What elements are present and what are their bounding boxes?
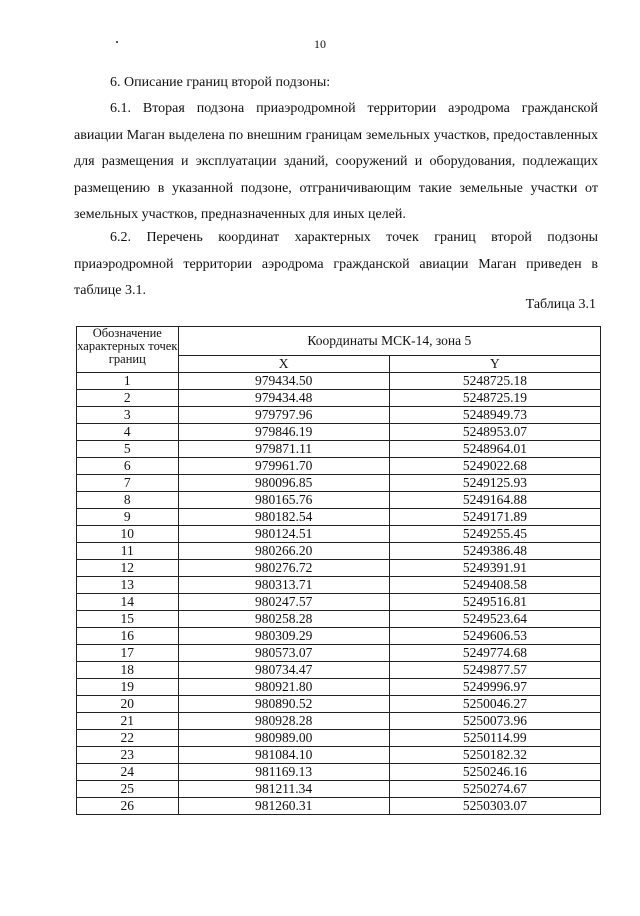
x-coordinate: 980921.80: [178, 679, 389, 696]
table-row: [77, 798, 601, 815]
y-coordinate: 5249171.89: [389, 509, 600, 526]
table-row: [77, 407, 601, 424]
table-row: [77, 594, 601, 611]
x-coordinate: 980734.47: [178, 662, 389, 679]
paragraph-6-1: 6.1. Вторая подзона приаэродромной территории аэродрома гражданской авиации Маган выделена по внешним границам земельных участков, предоставленных для размещения и эксплуатации зданий, сооружений и оборудования, подлежащих размещению в указанной подзоне, отграничивающим такие земельные участки от земельных участков, предназначенных для иных целей.: [74, 101, 598, 222]
point-number: 24: [77, 764, 179, 781]
x-coordinate: 981211.34: [178, 781, 389, 798]
table-row: [77, 560, 601, 577]
x-coordinate: 979871.11: [178, 441, 389, 458]
x-coordinate: 980313.71: [178, 577, 389, 594]
point-number: 18: [77, 662, 179, 679]
point-number: 6: [77, 458, 179, 475]
y-coordinate: 5250246.16: [389, 764, 600, 781]
x-coordinate: 980573.07: [178, 645, 389, 662]
y-coordinate: 5249386.48: [389, 543, 600, 560]
y-coordinate: 5248949.73: [389, 407, 600, 424]
table-row: [77, 781, 601, 798]
point-number: 20: [77, 696, 179, 713]
y-coordinate: 5250182.32: [389, 747, 600, 764]
header-x: X: [178, 356, 389, 373]
x-coordinate: 980247.57: [178, 594, 389, 611]
y-coordinate: 5250114.99: [389, 730, 600, 747]
point-number: 7: [77, 475, 179, 492]
table-row: [77, 475, 601, 492]
page-number: 10: [314, 37, 326, 51]
point-number: 10: [77, 526, 179, 543]
point-number: 4: [77, 424, 179, 441]
point-number: 25: [77, 781, 179, 798]
table-row: [77, 441, 601, 458]
y-coordinate: 5249125.93: [389, 475, 600, 492]
point-number: 1: [77, 373, 179, 390]
point-number: 23: [77, 747, 179, 764]
y-coordinate: 5249255.45: [389, 526, 600, 543]
table-row: [77, 713, 601, 730]
point-number: 22: [77, 730, 179, 747]
paragraph-6-2: 6.2. Перечень координат характерных точек границ второй подзоны приаэродромной территории аэродрома гражданской авиации Маган приведен в таблице 3.1.: [74, 230, 598, 298]
x-coordinate: 980890.52: [178, 696, 389, 713]
point-number: 9: [77, 509, 179, 526]
table-row: [77, 373, 601, 390]
table-row: [77, 747, 601, 764]
point-number: 8: [77, 492, 179, 509]
y-coordinate: 5249022.68: [389, 458, 600, 475]
table-row: [77, 458, 601, 475]
x-coordinate: 981260.31: [178, 798, 389, 815]
table-row: [77, 764, 601, 781]
point-number: 12: [77, 560, 179, 577]
y-coordinate: 5249164.88: [389, 492, 600, 509]
table-row: [77, 577, 601, 594]
x-coordinate: 980258.28: [178, 611, 389, 628]
point-number: 2: [77, 390, 179, 407]
table-row: [77, 492, 601, 509]
table-row: [77, 679, 601, 696]
header-points: Обозначение характерных точек границ: [77, 327, 179, 373]
point-number: 16: [77, 628, 179, 645]
table-row: [77, 628, 601, 645]
point-number: 3: [77, 407, 179, 424]
y-coordinate: 5249606.53: [389, 628, 600, 645]
header-coordinates: Координаты МСК-14, зона 5: [178, 327, 600, 356]
point-number: 21: [77, 713, 179, 730]
table-row: [77, 730, 601, 747]
x-coordinate: 980309.29: [178, 628, 389, 645]
point-number: 14: [77, 594, 179, 611]
x-coordinate: 980096.85: [178, 475, 389, 492]
section-heading: 6. Описание границ второй подзоны:: [110, 75, 331, 90]
x-coordinate: 980165.76: [178, 492, 389, 509]
x-coordinate: 980928.28: [178, 713, 389, 730]
y-coordinate: 5250303.07: [389, 798, 600, 815]
x-coordinate: 979434.50: [178, 373, 389, 390]
table-row: [77, 543, 601, 560]
y-coordinate: 5250073.96: [389, 713, 600, 730]
y-coordinate: 5250274.67: [389, 781, 600, 798]
y-coordinate: 5248725.18: [389, 373, 600, 390]
point-number: 13: [77, 577, 179, 594]
point-number: 17: [77, 645, 179, 662]
point-number: 15: [77, 611, 179, 628]
y-coordinate: 5249391.91: [389, 560, 600, 577]
y-coordinate: 5249774.68: [389, 645, 600, 662]
table-row: [77, 509, 601, 526]
x-coordinate: 979846.19: [178, 424, 389, 441]
y-coordinate: 5248725.19: [389, 390, 600, 407]
y-coordinate: 5249408.58: [389, 577, 600, 594]
point-number: 11: [77, 543, 179, 560]
table-row: [77, 645, 601, 662]
coordinates-table: [76, 326, 601, 815]
x-coordinate: 981169.13: [178, 764, 389, 781]
x-coordinate: 980124.51: [178, 526, 389, 543]
table-body: [77, 373, 601, 815]
table-row: [77, 662, 601, 679]
table-row: [77, 390, 601, 407]
y-coordinate: 5249877.57: [389, 662, 600, 679]
point-number: 19: [77, 679, 179, 696]
point-number: 26: [77, 798, 179, 815]
header-y: Y: [389, 356, 600, 373]
table-row: [77, 424, 601, 441]
y-coordinate: 5248964.01: [389, 441, 600, 458]
x-coordinate: 980182.54: [178, 509, 389, 526]
x-coordinate: 981084.10: [178, 747, 389, 764]
x-coordinate: 980989.00: [178, 730, 389, 747]
x-coordinate: 979961.70: [178, 458, 389, 475]
y-coordinate: 5250046.27: [389, 696, 600, 713]
table-caption: Таблица 3.1: [525, 297, 596, 312]
table-row: [77, 526, 601, 543]
point-number: 5: [77, 441, 179, 458]
x-coordinate: 979434.48: [178, 390, 389, 407]
y-coordinate: 5249523.64: [389, 611, 600, 628]
table-row: [77, 611, 601, 628]
table-row: [77, 696, 601, 713]
x-coordinate: 980276.72: [178, 560, 389, 577]
x-coordinate: 979797.96: [178, 407, 389, 424]
y-coordinate: 5248953.07: [389, 424, 600, 441]
x-coordinate: 980266.20: [178, 543, 389, 560]
y-coordinate: 5249516.81: [389, 594, 600, 611]
y-coordinate: 5249996.97: [389, 679, 600, 696]
